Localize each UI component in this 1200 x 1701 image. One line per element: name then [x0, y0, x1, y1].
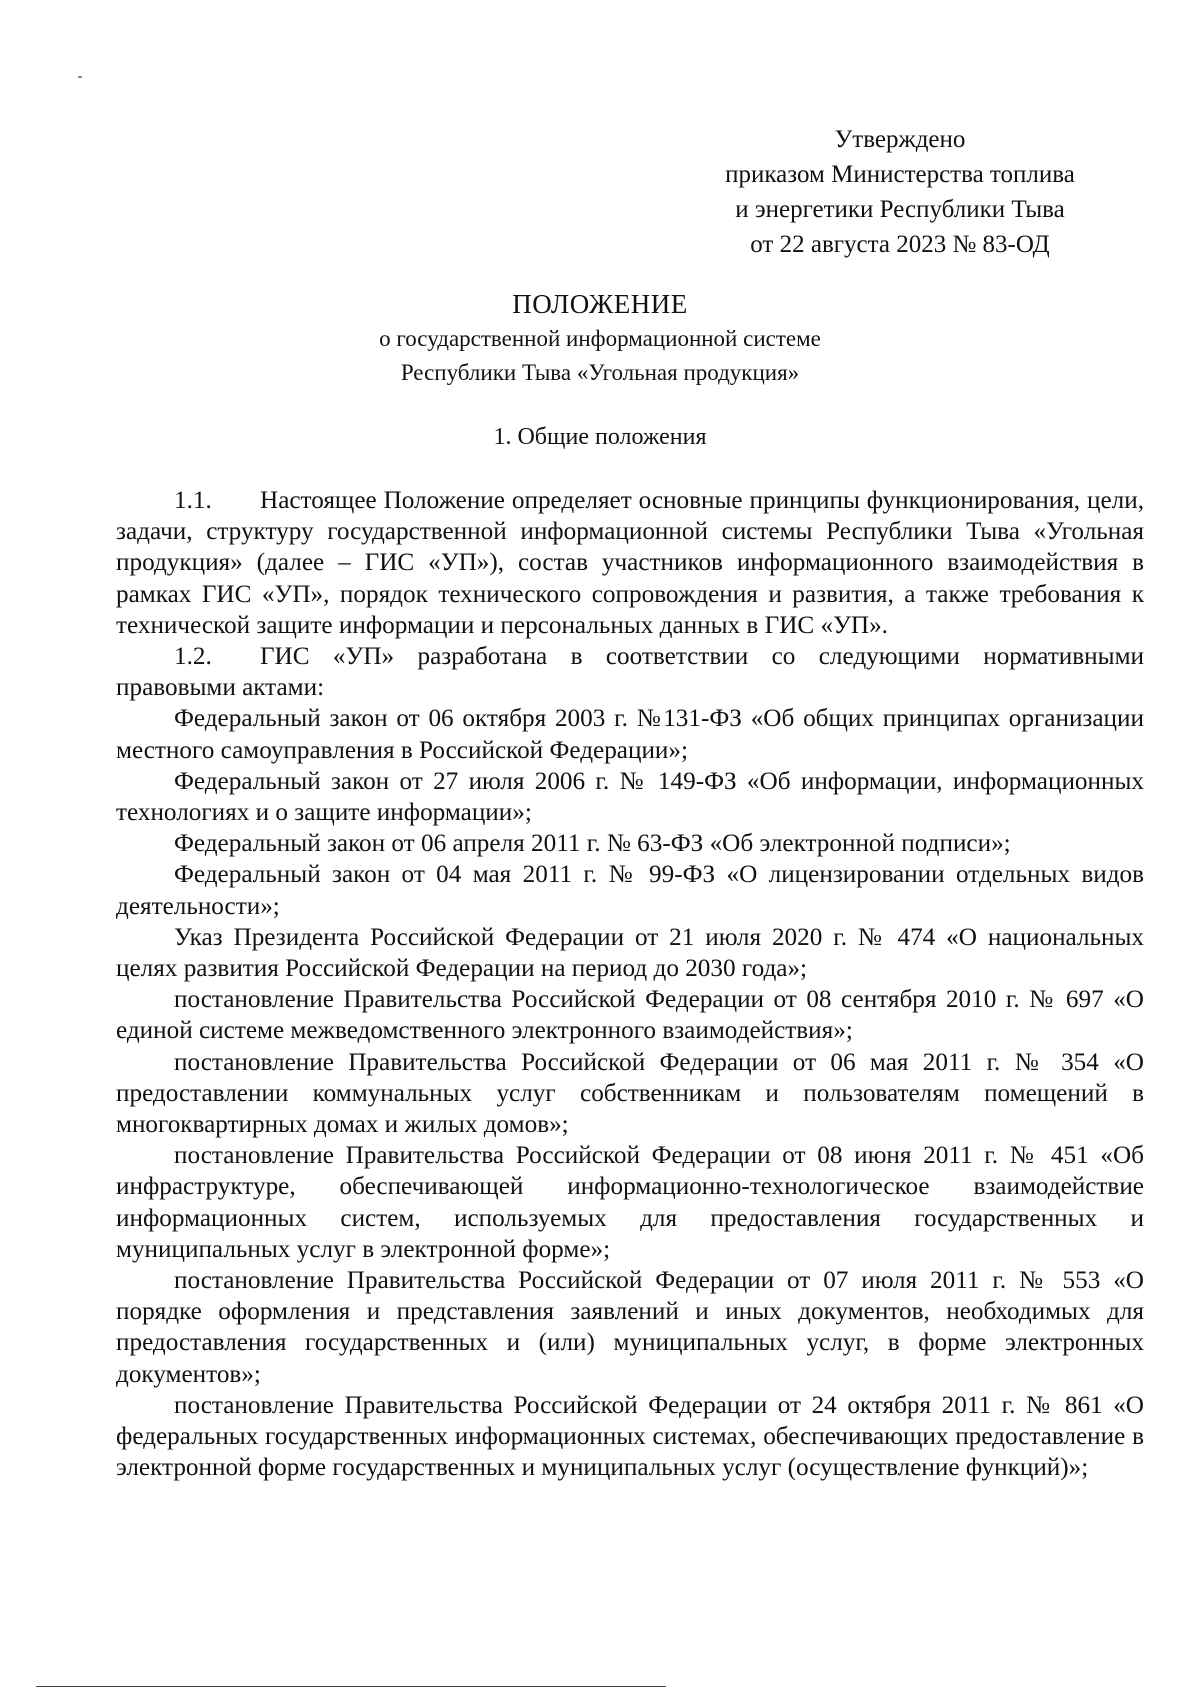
section-heading: 1. Общие положения	[493, 424, 707, 450]
title-subtitle: о государственной информационной системе	[379, 326, 821, 351]
approval-stamp	[680, 122, 1120, 262]
footer-divider	[36, 1686, 666, 1687]
approval-line: приказом Министерства топлива	[725, 161, 1075, 188]
paragraph-1-1	[116, 485, 1144, 641]
approval-line: Утверждено	[834, 126, 966, 153]
paragraph-text: ГИС «УП» разработана в соответствии со следующими нормативными правовыми актами:	[116, 643, 1144, 702]
legal-act-item: Федеральный закон от 06 октября 2003 г. №131-ФЗ «Об общих принципах организации местного самоуправления в Российской Федерации»;	[116, 705, 1144, 764]
legal-act-item: Указ Президента Российской Федерации от 21 июля 2020 г. № 474 «О национальных целях развития Российской Федерации на период до 2030 года»;	[116, 923, 1144, 983]
legal-act-item: постановление Правительства Российской Федерации от 08 июня 2011 г. № 451 «Об инфраструктуре, обеспечивающей информационно-технологическое взаимодействие информационных систем, используемых для предоставления государственных и муниципальных услуг в электронной форме»;	[116, 1142, 1144, 1263]
legal-act-item: постановление Правительства Российской Федерации от 08 сентября 2010 г. № 697 «О единой системе межведомственного электронного взаимодействия»;	[116, 986, 1144, 1045]
legal-act-item: Федеральный закон от 06 апреля 2011 г. № 63-ФЗ «Об электронной подписи»;	[174, 830, 1011, 858]
legal-act-item: Федеральный закон от 27 июля 2006 г. № 149-ФЗ «Об информации, информационных технологиях и о защите информации»;	[116, 767, 1144, 827]
document-title	[0, 286, 1200, 390]
approval-line: и энергетики Республики Тыва	[735, 196, 1065, 223]
document-body	[116, 485, 1144, 1484]
legal-act-item: Федеральный закон от 04 мая 2011 г. № 99-ФЗ «О лицензировании отдельных видов деятельности»;	[116, 861, 1144, 920]
scan-speck	[78, 76, 82, 78]
title-subtitle: Республики Тыва «Угольная продукция»	[400, 360, 800, 385]
title-main: ПОЛОЖЕНИЕ	[512, 289, 688, 319]
legal-act-item: постановление Правительства Российской Федерации от 07 июля 2011 г. № 553 «О порядке оформления и представления заявлений и иных документов, необходимых для предоставления государственных и (или) муниципальных услуг, в форме электронных документов»;	[116, 1267, 1144, 1388]
paragraph-text: Настоящее Положение определяет основные принципы функционирования, цели, задачи, структуру государственной информационной системы Республики Тыва «Угольная продукция» (далее – ГИС «УП»), состав участников информационного взаимодействия в рамках ГИС «УП», порядок технического сопровождения и развития, а также требования к технической защите информации и персональных данных в ГИС «УП».	[116, 487, 1144, 639]
approval-line: от 22 августа 2023 № 83-ОД	[750, 231, 1050, 258]
paragraph-number: 1.2.	[174, 643, 212, 671]
paragraph-1-2	[116, 641, 1144, 703]
legal-act-item: постановление Правительства Российской Федерации от 06 мая 2011 г. № 354 «О предоставлении коммунальных услуг собственникам и пользователям помещений в многоквартирных домах и жилых домов»;	[116, 1048, 1144, 1139]
legal-act-item: постановление Правительства Российской Федерации от 24 октября 2011 г. № 861 «О федеральных государственных информационных системах, обеспечивающих предоставление в электронной форме государственных и муниципальных услуг (осуществление функций)»;	[116, 1391, 1144, 1482]
paragraph-number: 1.1.	[174, 487, 212, 514]
